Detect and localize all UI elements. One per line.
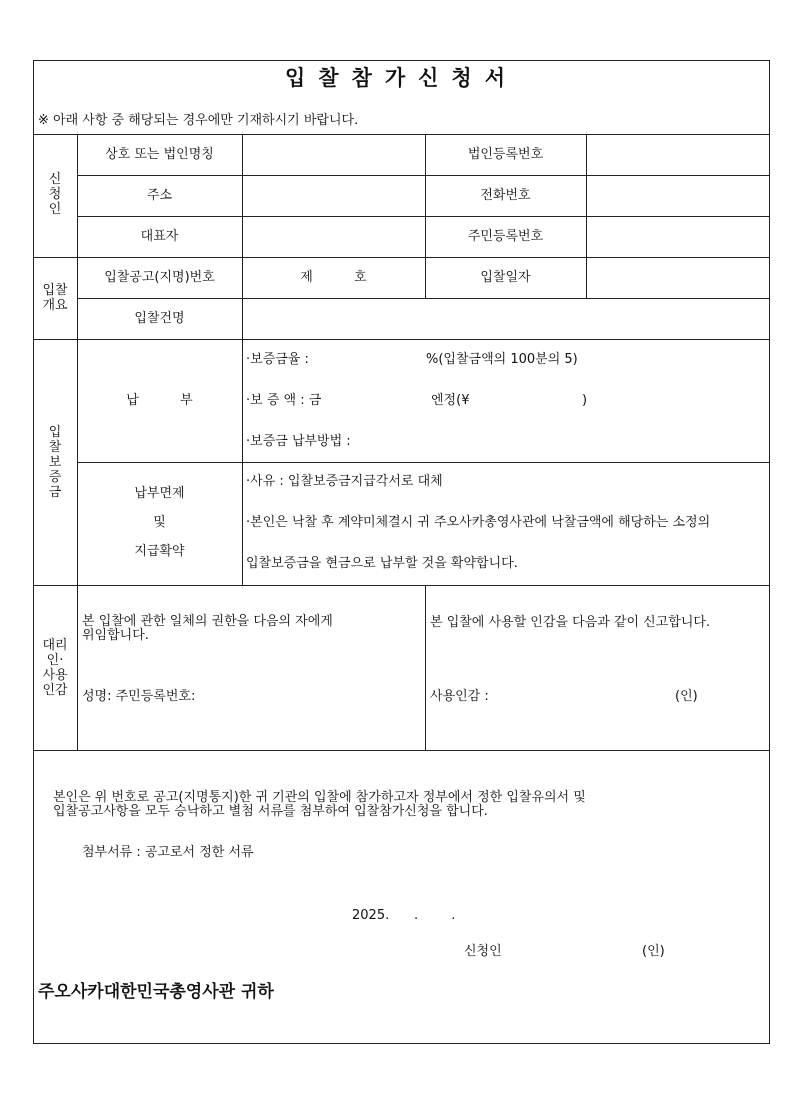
- bond-rate-line: ·보증금율 :: [246, 352, 309, 367]
- bid-bond-section-label: 입 찰 보 증 금: [48, 425, 62, 500]
- bond-amount-suffix: 엔정(¥: [431, 393, 470, 408]
- attachments-line: 첨부서류 : 공고로서 정한 서류: [82, 845, 254, 860]
- pledge-line-1: ·본인은 낙찰 후 계약미체결시 귀 주오사카총영사관에 낙찰금액에 해당하는 소정의: [246, 515, 711, 530]
- column-divider: [242, 134, 243, 585]
- delegation-line-2: 위임합니다.: [82, 628, 149, 643]
- applicant-signature-label: 신청인: [464, 944, 502, 959]
- row-divider: [33, 257, 770, 258]
- exemption-label-2: 및: [153, 515, 166, 530]
- seal-mark: (인): [675, 689, 698, 704]
- bond-amount-close: ): [582, 393, 588, 408]
- agent-name-line: 성명: 주민등록번호:: [82, 689, 196, 704]
- payment-label: 납 부: [126, 393, 193, 408]
- column-divider: [586, 134, 587, 299]
- row-divider: [33, 750, 770, 751]
- agent-section-label: 대리 인· 사용 인감: [42, 638, 68, 698]
- pledge-line-2: 입찰보증금을 현금으로 납부할 것을 확약합니다.: [246, 556, 518, 571]
- bid-title-label: 입찰건명: [134, 311, 185, 326]
- application-date: 2025. . .: [352, 908, 456, 923]
- bond-method-line: ·보증금 납부방법 :: [246, 434, 351, 449]
- exemption-label-3: 지급확약: [134, 544, 185, 559]
- row-divider: [33, 585, 770, 586]
- address-label: 주소: [146, 188, 173, 203]
- row-divider: [77, 175, 770, 176]
- resident-reg-label: 주민등록번호: [467, 229, 544, 244]
- row-divider: [33, 339, 770, 340]
- declaration-line-2: 입찰공고사항을 모두 승낙하고 별첨 서류를 첨부하여 입찰참가신청을 합니다.: [53, 804, 488, 819]
- bid-overview-section-label: 입찰 개요: [42, 283, 68, 313]
- notice-number-label: 입찰공고(지명)번호: [104, 270, 215, 285]
- addressee: 주오사카대한민국총영사관 귀하: [38, 982, 274, 1002]
- bond-rate-suffix: %(입찰금액의 100분의 5): [426, 352, 578, 367]
- company-label: 상호 또는 법인명칭: [105, 147, 214, 162]
- applicant-section-label: 신 청 인: [48, 172, 62, 217]
- corp-reg-label: 법인등록번호: [467, 147, 544, 162]
- column-divider: [77, 134, 78, 750]
- row-divider: [77, 298, 770, 299]
- row-divider: [77, 462, 770, 463]
- bid-date-label: 입찰일자: [480, 270, 531, 285]
- row-divider: [77, 216, 770, 217]
- exemption-reason-line: ·사유 : 입찰보증금지급각서로 대체: [246, 474, 443, 489]
- delegation-line-1: 본 입찰에 관한 일체의 권한을 다음의 자에게: [82, 614, 333, 629]
- form-title: 입찰참가신청서: [284, 66, 518, 90]
- phone-label: 전화번호: [480, 188, 531, 203]
- declaration-line-1: 본인은 위 번호로 공고(지명통지)한 귀 기관의 입찰에 참가하고자 정부에서 정한 입찰유의서 및: [53, 790, 586, 805]
- bond-amount-line: ·보 증 액 : 금: [246, 393, 322, 408]
- row-divider: [33, 134, 770, 135]
- notice-number-value: 제 호: [300, 270, 367, 285]
- applicant-seal-mark: (인): [642, 944, 665, 959]
- seal-declaration: 본 입찰에 사용할 인감을 다음과 같이 신고합니다.: [430, 615, 711, 630]
- seal-label: 사용인감 :: [430, 689, 489, 704]
- column-divider: [425, 585, 426, 750]
- form-notice: ※ 아래 사항 중 해당되는 경우에만 기재하시기 바랍니다.: [38, 113, 359, 128]
- exemption-label-1: 납부면제: [134, 486, 185, 501]
- representative-label: 대표자: [140, 229, 179, 244]
